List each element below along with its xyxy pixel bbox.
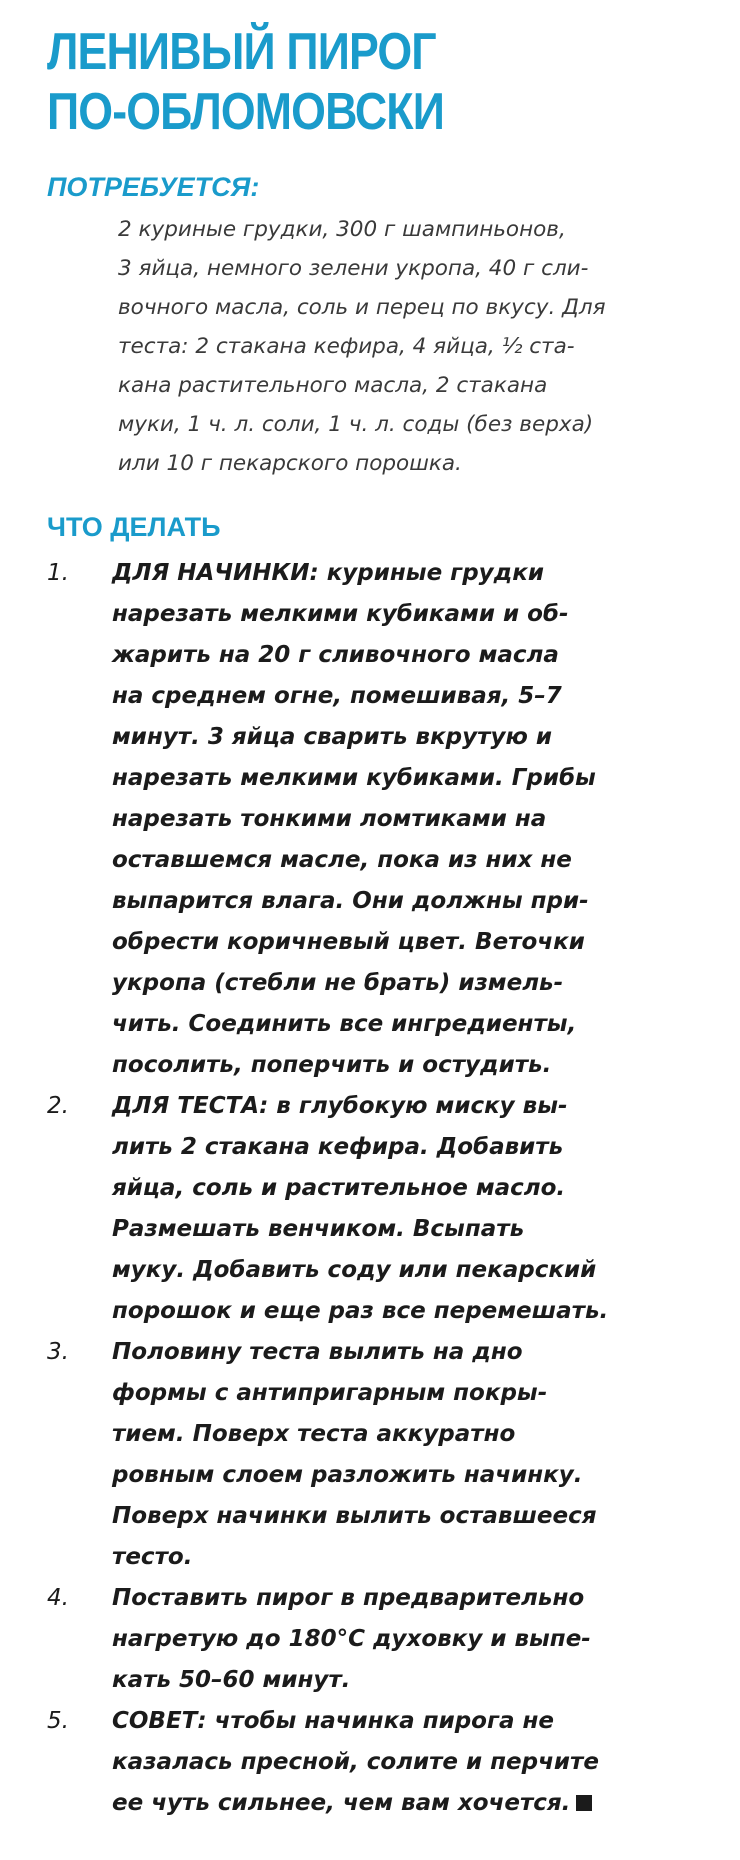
black-square-end-mark-icon	[576, 1795, 592, 1811]
recipe-title	[47, 22, 615, 142]
step-line: ровным слоем разложить начинку.	[112, 1462, 583, 1488]
step-line: тесто.	[112, 1544, 193, 1570]
step-line: Поверх начинки вылить оставшееся	[112, 1503, 597, 1529]
step-line: нарезать мелкими кубиками и об-	[112, 601, 569, 627]
step-line: ДЛЯ ТЕСТА: в глубокую миску вы-	[112, 1093, 568, 1119]
ingredients-line: муки, 1 ч. л. соли, 1 ч. л. соды (без верха)	[118, 412, 594, 437]
steps-list	[47, 553, 727, 1824]
step-5	[47, 1701, 727, 1824]
step-number: 2.	[47, 1093, 69, 1119]
step-text	[112, 1086, 727, 1332]
step-line: муку. Добавить соду или пекарский	[112, 1257, 597, 1283]
step-line: СОВЕТ: чтобы начинка пирога не	[112, 1708, 555, 1734]
title-line-2: ПО-ОБЛОМОВСКИ	[47, 83, 444, 141]
step-line: яйца, соль и растительное масло.	[112, 1175, 566, 1201]
step-line: нагретую до 180°С духовку и выпе-	[112, 1626, 591, 1652]
ingredients-line: вочного масла, соль и перец по вкусу. Для	[118, 295, 606, 320]
step-line: формы с антипригарным покры-	[112, 1380, 548, 1406]
step-line: обрести коричневый цвет. Веточки	[112, 929, 585, 955]
step-line: кать 50–60 минут.	[112, 1667, 351, 1693]
step-line: оставшемся масле, пока из них не	[112, 847, 572, 873]
step-3	[47, 1332, 727, 1578]
step-number: 5.	[47, 1708, 69, 1734]
step-line: укропа (стебли не брать) измель-	[112, 970, 564, 996]
ingredients-line: или 10 г пекарского порошка.	[118, 451, 462, 476]
ingredients-line: 2 куриные грудки, 300 г шампиньонов,	[118, 217, 566, 242]
step-line: нарезать мелкими кубиками. Грибы	[112, 765, 596, 791]
ingredients-line: кана растительного масла, 2 стакана	[118, 373, 548, 398]
step-2	[47, 1086, 727, 1332]
ingredients-heading: ПОТРЕБУЕТСЯ:	[47, 172, 260, 202]
step-line: казалась пресной, солите и перчите	[112, 1749, 599, 1775]
ingredients-line: теста: 2 стакана кефира, 4 яйца, ½ ста-	[118, 334, 575, 359]
step-line: порошок и еще раз все перемешать.	[112, 1298, 609, 1324]
step-line: минут. 3 яйца сварить вкрутую и	[112, 724, 552, 750]
step-line-text: ее чуть сильнее, чем вам хочется.	[112, 1790, 571, 1816]
step-number: 3.	[47, 1339, 69, 1365]
step-number: 1.	[47, 560, 69, 586]
ingredients-line: 3 яйца, немного зелени укропа, 40 г сли-	[118, 256, 589, 281]
step-text	[112, 1332, 727, 1578]
step-line: жарить на 20 г сливочного масла	[112, 642, 559, 668]
step-line: тием. Поверх теста аккуратно	[112, 1421, 516, 1447]
step-line: ДЛЯ НАЧИНКИ: куриные грудки	[112, 560, 544, 586]
step-line: нарезать тонкими ломтиками на	[112, 806, 547, 832]
step-line: выпарится влага. Они должны при-	[112, 888, 589, 914]
step-text	[112, 1578, 727, 1701]
step-line: Поставить пирог в предварительно	[112, 1585, 585, 1611]
step-1	[47, 553, 727, 1086]
step-line: лить 2 стакана кефира. Добавить	[112, 1134, 564, 1160]
step-line: Размешать венчиком. Всыпать	[112, 1216, 525, 1242]
title-line-1: ЛЕНИВЫЙ ПИРОГ	[47, 23, 436, 81]
step-line: Половину теста вылить на дно	[112, 1339, 523, 1365]
step-line-last	[112, 1783, 727, 1824]
step-4	[47, 1578, 727, 1701]
step-text	[112, 1701, 727, 1824]
step-line: посолить, поперчить и остудить.	[112, 1052, 552, 1078]
steps-heading: ЧТО ДЕЛАТЬ	[47, 512, 221, 542]
step-number: 4.	[47, 1585, 69, 1611]
ingredients-text	[118, 210, 718, 483]
step-text	[112, 553, 727, 1086]
step-line: чить. Соединить все ингредиенты,	[112, 1011, 577, 1037]
step-line: на среднем огне, помешивая, 5–7	[112, 683, 562, 709]
